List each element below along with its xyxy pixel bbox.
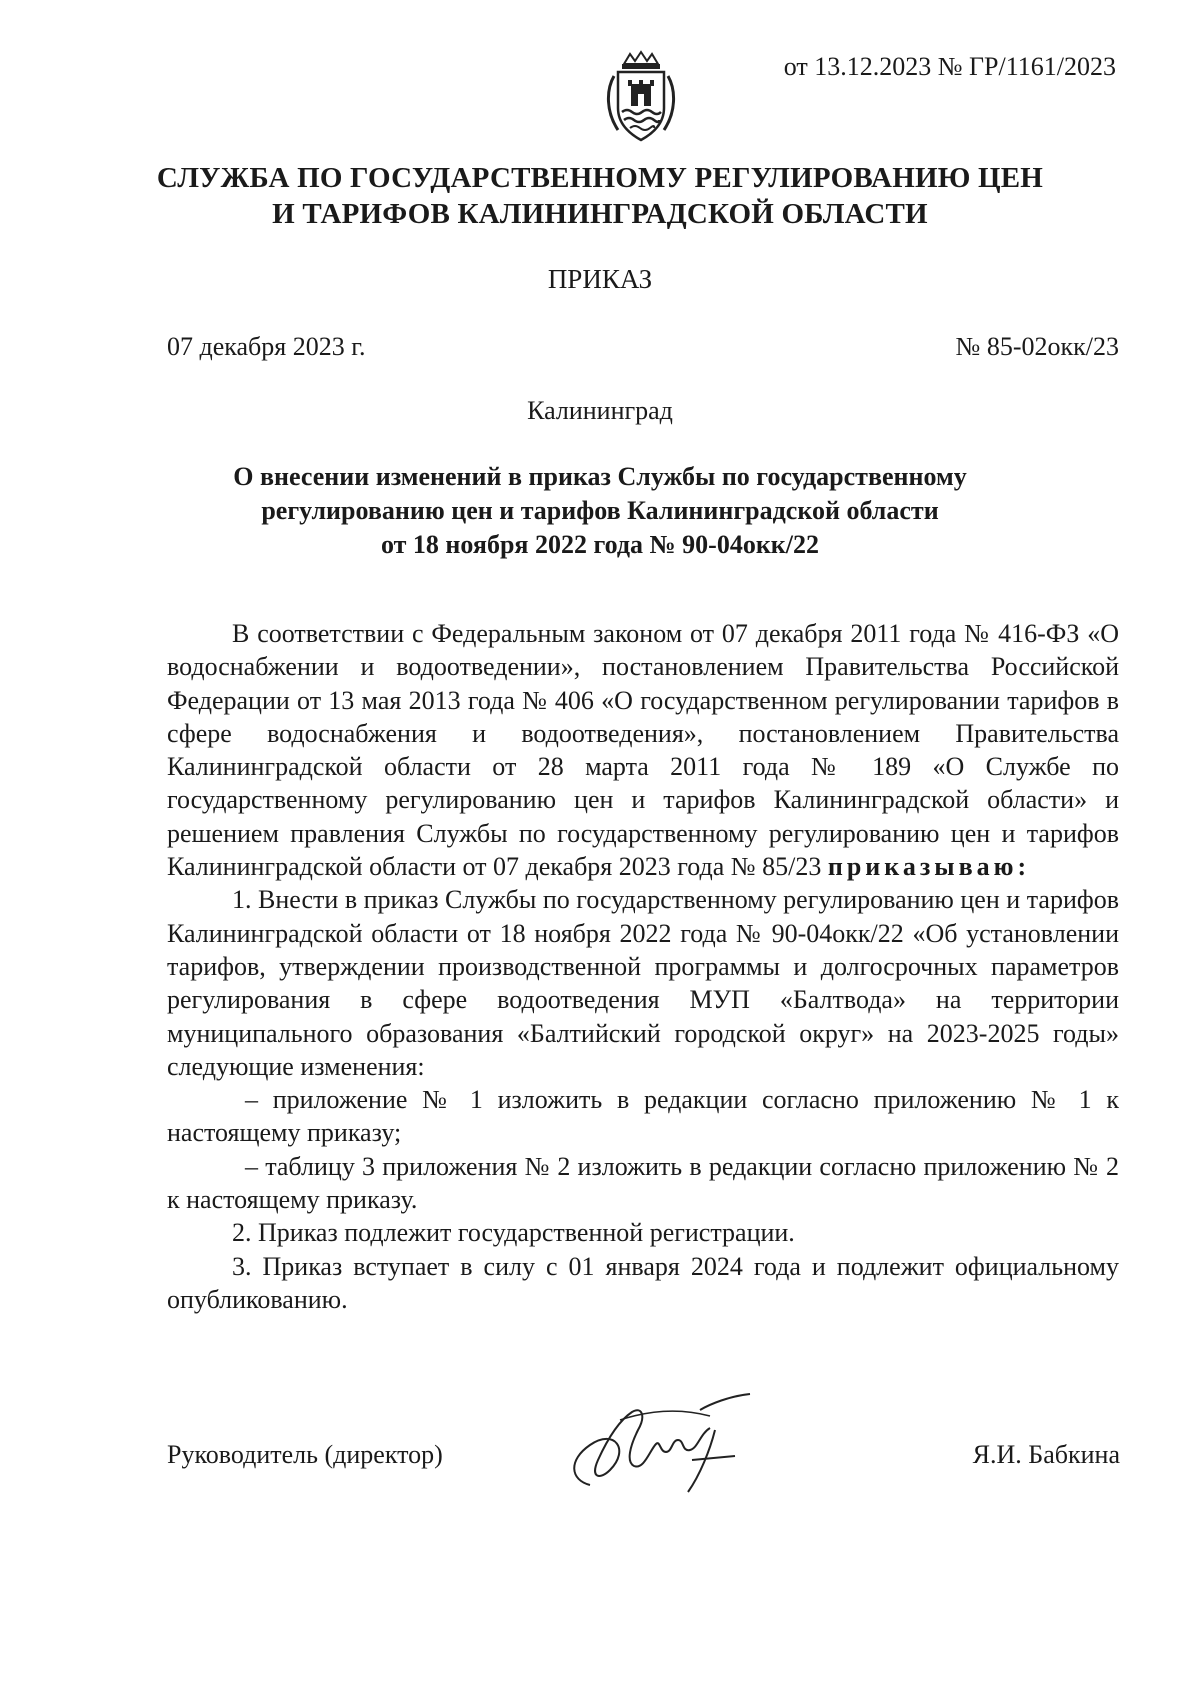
handwritten-signature: [560, 1390, 770, 1500]
coat-of-arms-icon: [604, 50, 678, 144]
document-type: ПРИКАЗ: [547, 264, 653, 294]
document-title-line: от 18 ноября 2022 года № 90-04окк/22: [380, 530, 820, 559]
organization-name-line: СЛУЖБА ПО ГОСУДАРСТВЕННОМУ РЕГУЛИРОВАНИЮ ЦЕН: [156, 162, 1044, 194]
document-number: № 85-02окк/23: [955, 332, 1119, 361]
registration-number: от 13.12.2023 № ГР/1161/2023: [783, 52, 1116, 81]
item-2: 2. Приказ подлежит государственной регистрации.: [232, 1218, 795, 1248]
signatory-name: Я.И. Бабкина: [972, 1440, 1120, 1469]
order-keyword: приказываю:: [827, 852, 1031, 882]
document-title-line: регулированию цен и тарифов Калининградской области: [261, 496, 939, 525]
organization-name: [120, 160, 1080, 232]
item-1-sub-2: – таблицу 3 приложения № 2 изложить в редакции согласно приложению № 2 к настоящему приказу.: [167, 1151, 1119, 1215]
item-1: 1. Внести в приказ Службы по государственному регулированию цен и тарифов Калининградской области от 18 ноября 2022 года № 90-04окк/22 «Об установлении тарифов, утверждении производственной программы и долгосрочных параметров регулирования в сфере водоотведения МУП «Балтвода» на территории муниципального образования «Балтийский городской округ» на 2023-2025 годы» следующие изменения:: [167, 885, 1119, 1081]
document-title-line: О внесении изменений в приказ Службы по государственному: [233, 462, 967, 491]
document-city: Калининград: [527, 396, 673, 425]
preamble-paragraph: [167, 617, 1119, 883]
document-body: [167, 617, 1119, 1316]
document-title: [140, 460, 1060, 562]
item-1-sub-1: – приложение № 1 изложить в редакции согласно приложению № 1 к настоящему приказу;: [167, 1085, 1119, 1148]
item-3: 3. Приказ вступает в силу с 01 января 2024 года и подлежит официальному опубликованию.: [167, 1251, 1119, 1314]
signatory-position: Руководитель (директор): [167, 1440, 443, 1469]
organization-name-line: И ТАРИФОВ КАЛИНИНГРАДСКОЙ ОБЛАСТИ: [272, 198, 928, 230]
document-date: 07 декабря 2023 г.: [167, 332, 366, 361]
preamble-text: В соответствии с Федеральным законом от 07 декабря 2011 года № 416-ФЗ «О водоснабжении и водоотведении», постановлением Правительства Российской Федерации от 13 мая 2013 года № 406 «О государственном регулировании тарифов в сфере водоснабжения и водоотведения», постановлением Правительства Калининградской области от 28 марта 2011 года № 189 «О Службе по государственному регулированию цен и тарифов Калининградской области» и решением правления Службы по государственному регулированию цен и тарифов Калининградской области от 07 декабря 2023 года № 85/23: [167, 619, 1119, 882]
